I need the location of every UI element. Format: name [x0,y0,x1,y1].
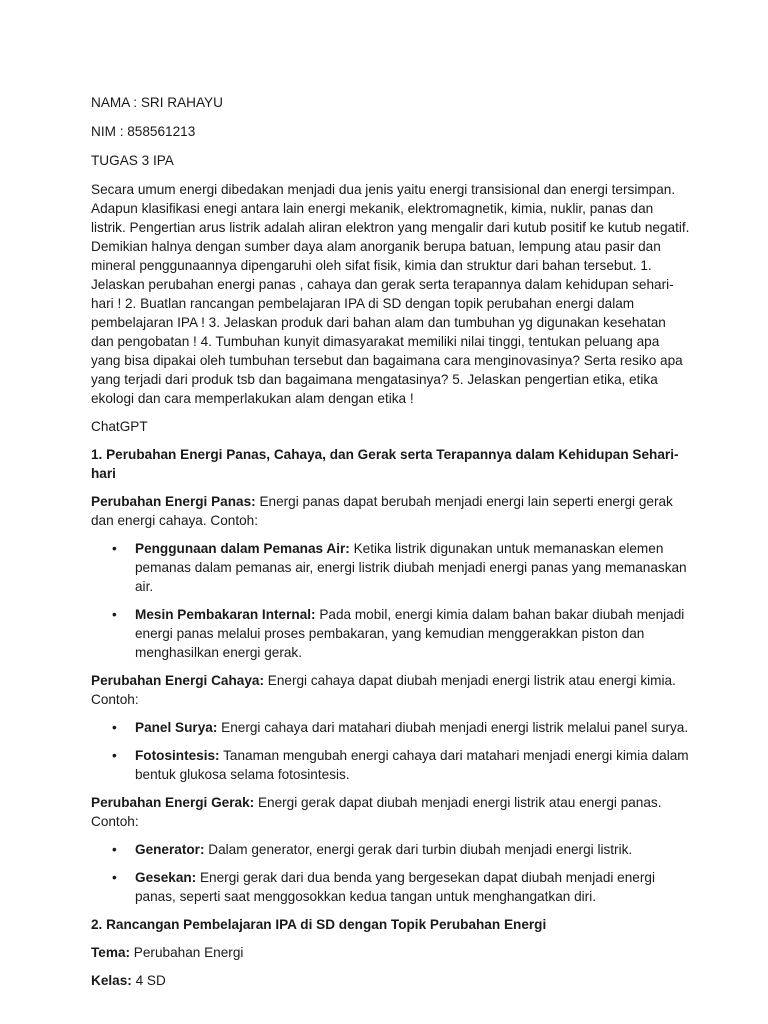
intro-paragraph: Secara umum energi dibedakan menjadi dua jenis yaitu energi transisional dan energi tersimpan. Adapun klasifikasi enegi antara lain energi mekanik, elektromagnetik, kimia, nuklir, panas dan listrik. Pengertian arus listrik adalah aliran elektron yang mengalir dari kutub positif ke kutub negatif. Demikian halnya dengan sumber daya alam anorganik berupa batuan, lempung atau pasir dan mineral penggunaannya dipengaruhi oleh sifat fisik, kimia dan struktur dari bahan tersebut. 1. Jelaskan perubahan energi panas , cahaya dan gerak serta terapannya dalam kehidupan sehari-hari ! 2. Buatlan rancangan pembelajaran IPA di SD dengan topik perubahan energi dalam pembelajaran IPA ! 3. Jelaskan produk dari bahan alam dan tumbuhan yg digunakan kesehatan dan pengobatan ! 4. Tumbuhan kunyit dimasyarakat memiliki nilai tinggi, tentukan peluang apa yang bisa dipakai oleh tumbuhan tersebut dan bagaimana cara menginovasinya? Serta resiko apa yang terjadi dari produk tsb dan bagaimana mengatasinya? 5. Jelaskan pengertian etika, etika ekologi dan cara memperlakukan alam dengan etika ! [91,182,690,406]
list-item [91,868,691,906]
bullet-icon: • [112,842,117,857]
section-2-heading: 2. Rancangan Pembelajaran IPA di SD dengan Topik Perubahan Energi [91,917,547,932]
example-term: Gesekan: [135,870,197,885]
example-term: Fotosintesis: [135,748,220,763]
panas-examples-list [91,539,691,662]
example-term: Generator: [135,842,205,857]
example-desc: Dalam generator, energi gerak dari turbin diubah menjadi energi listrik. [204,842,633,857]
list-item [91,539,691,596]
list-item [91,840,691,859]
panas-paragraph [91,492,691,530]
student-id: NIM : 858561213 [91,124,196,139]
panas-label: Perubahan Energi Panas: [91,494,256,509]
cahaya-label: Perubahan Energi Cahaya: [91,673,264,688]
bullet-icon: • [112,607,117,622]
section-1-heading: 1. Perubahan Energi Panas, Cahaya, dan Gerak serta Terapannya dalam Kehidupan Sehari-hari [91,447,679,481]
example-term: Penggunaan dalam Pemanas Air: [135,541,350,556]
kelas-line [91,971,691,990]
panas-text: Energi panas dapat berubah menjadi energi lain seperti energi gerak dan energi cahaya. Contoh: [91,494,673,528]
tema-value: Perubahan Energi [130,945,244,960]
gerak-paragraph [91,793,691,831]
example-desc: Pada mobil, energi kimia dalam bahan bakar diubah menjadi energi panas melalui proses pembakaran, yang kemudian menggerakkan piston dan menghasilkan energi gerak. [135,607,685,660]
gerak-text: Energi gerak dapat diubah menjadi energi listrik atau energi panas. Contoh: [91,795,662,829]
kelas-label: Kelas: [91,973,132,988]
example-desc: Energi gerak dari dua benda yang bergesekan dapat diubah menjadi energi panas, seperti saat menggosokkan kedua tangan untuk menghangatkan diri. [135,870,655,904]
list-item [91,718,691,737]
assignment-title: TUGAS 3 IPA [91,153,174,168]
kelas-value: 4 SD [131,973,166,988]
cahaya-examples-list [91,718,691,784]
list-item [91,605,691,662]
gerak-examples-list [91,840,691,906]
list-item [91,746,691,784]
cahaya-paragraph [91,671,691,709]
example-desc: Energi cahaya dari matahari diubah menjadi energi listrik melalui panel surya. [217,720,689,735]
example-desc: Tanaman mengubah energi cahaya dari matahari menjadi energi kimia dalam bentuk glukosa selama fotosintesis. [135,748,689,782]
example-term: Panel Surya: [135,720,218,735]
document-body [91,93,691,999]
gerak-label: Perubahan Energi Gerak: [91,795,255,810]
source-label: ChatGPT [91,419,148,434]
bullet-icon: • [112,720,117,735]
tema-label: Tema: [91,945,131,960]
cahaya-text: Energi cahaya dapat diubah menjadi energi listrik atau energi kimia. Contoh: [91,673,676,707]
example-desc: Ketika listrik digunakan untuk memanaskan elemen pemanas dalam pemanas air, energi listrik diubah menjadi energi panas yang memanaskan air. [135,541,687,594]
bullet-icon: • [112,748,117,763]
bullet-icon: • [112,541,117,556]
student-name: NAMA : SRI RAHAYU [91,95,223,110]
example-term: Mesin Pembakaran Internal: [135,607,316,622]
bullet-icon: • [112,870,117,885]
tema-line [91,943,691,962]
